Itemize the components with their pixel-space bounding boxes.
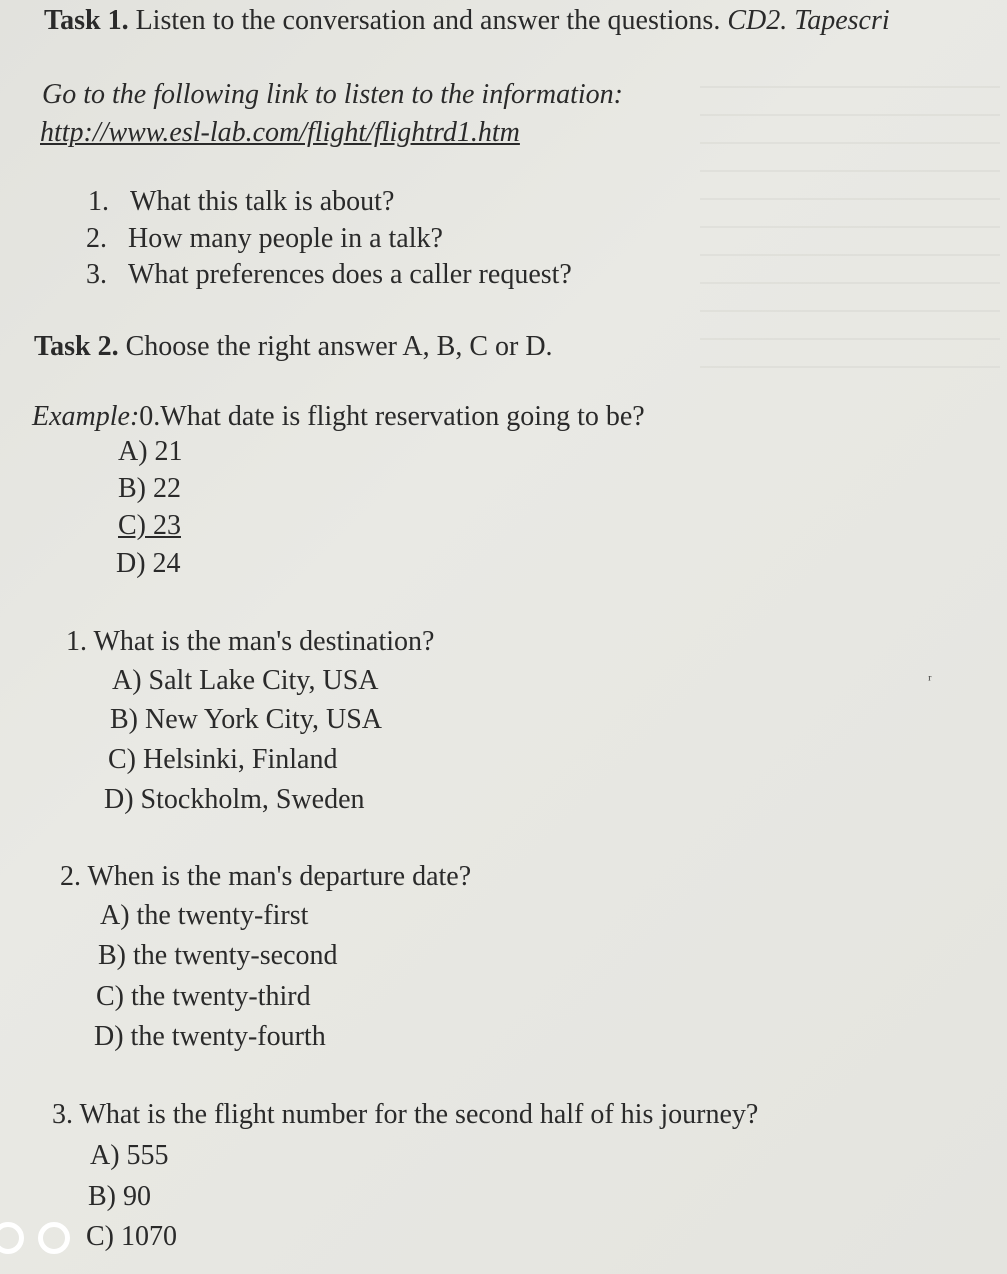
question-number: 1. xyxy=(88,186,109,217)
task1-instruction: Listen to the conversation and answer the questions. xyxy=(128,5,728,36)
q3-option-b: B) 90 xyxy=(88,1181,151,1212)
overlay-circle-icon xyxy=(38,1222,70,1254)
q2-option-a: A) the twenty-first xyxy=(100,900,309,931)
example-option-d: D) 24 xyxy=(116,548,181,579)
question-text: How many people in a talk? xyxy=(128,223,443,254)
task1-question-2 xyxy=(86,224,443,255)
task1-source: CD2. Tapescri xyxy=(727,5,890,36)
example-question-text: 0.What date is flight reservation going to be? xyxy=(139,401,645,432)
question-number: 2. xyxy=(86,223,107,254)
q1-text: 1. What is the man's destination? xyxy=(66,626,435,657)
task1-question-3 xyxy=(86,260,572,291)
overlay-circle-icon xyxy=(0,1222,24,1254)
question-number: 3. xyxy=(86,259,107,290)
task1-heading xyxy=(44,6,890,37)
bleed-through-texture xyxy=(700,60,1000,380)
q2-option-c: C) the twenty-third xyxy=(96,981,311,1012)
task2-instruction: Choose the right answer A, B, C or D. xyxy=(118,331,553,362)
q3-option-c: C) 1070 xyxy=(86,1221,177,1252)
q1-option-c: C) Helsinki, Finland xyxy=(108,744,338,775)
link-intro: Go to the following link to listen to the information: xyxy=(42,79,623,110)
example-option-b: B) 22 xyxy=(118,473,181,504)
task1-label: Task 1. xyxy=(44,5,129,36)
task1-question-1 xyxy=(88,187,394,218)
q2-option-b: B) the twenty-second xyxy=(98,940,338,971)
q1-option-a: A) Salt Lake City, USA xyxy=(112,665,379,696)
example-option-c-answer: C) 23 xyxy=(118,510,181,541)
example-option-a: A) 21 xyxy=(118,436,183,467)
pen-mark: ʳ xyxy=(928,672,932,689)
q3-option-a: A) 555 xyxy=(90,1140,169,1171)
example-question xyxy=(32,402,645,433)
audio-link[interactable]: http://www.esl-lab.com/flight/flightrd1.htm xyxy=(40,117,520,148)
question-text: What preferences does a caller request? xyxy=(128,259,572,290)
q2-option-d: D) the twenty-fourth xyxy=(94,1021,326,1052)
q1-option-d: D) Stockholm, Sweden xyxy=(104,784,365,815)
task2-heading xyxy=(34,332,553,363)
q1-option-b: B) New York City, USA xyxy=(110,704,383,735)
q3-text: 3. What is the flight number for the second half of his journey? xyxy=(52,1099,759,1130)
question-text: What this talk is about? xyxy=(130,186,395,217)
task2-label: Task 2. xyxy=(34,331,119,362)
q2-text: 2. When is the man's departure date? xyxy=(60,861,472,892)
example-label: Example: xyxy=(32,401,140,432)
